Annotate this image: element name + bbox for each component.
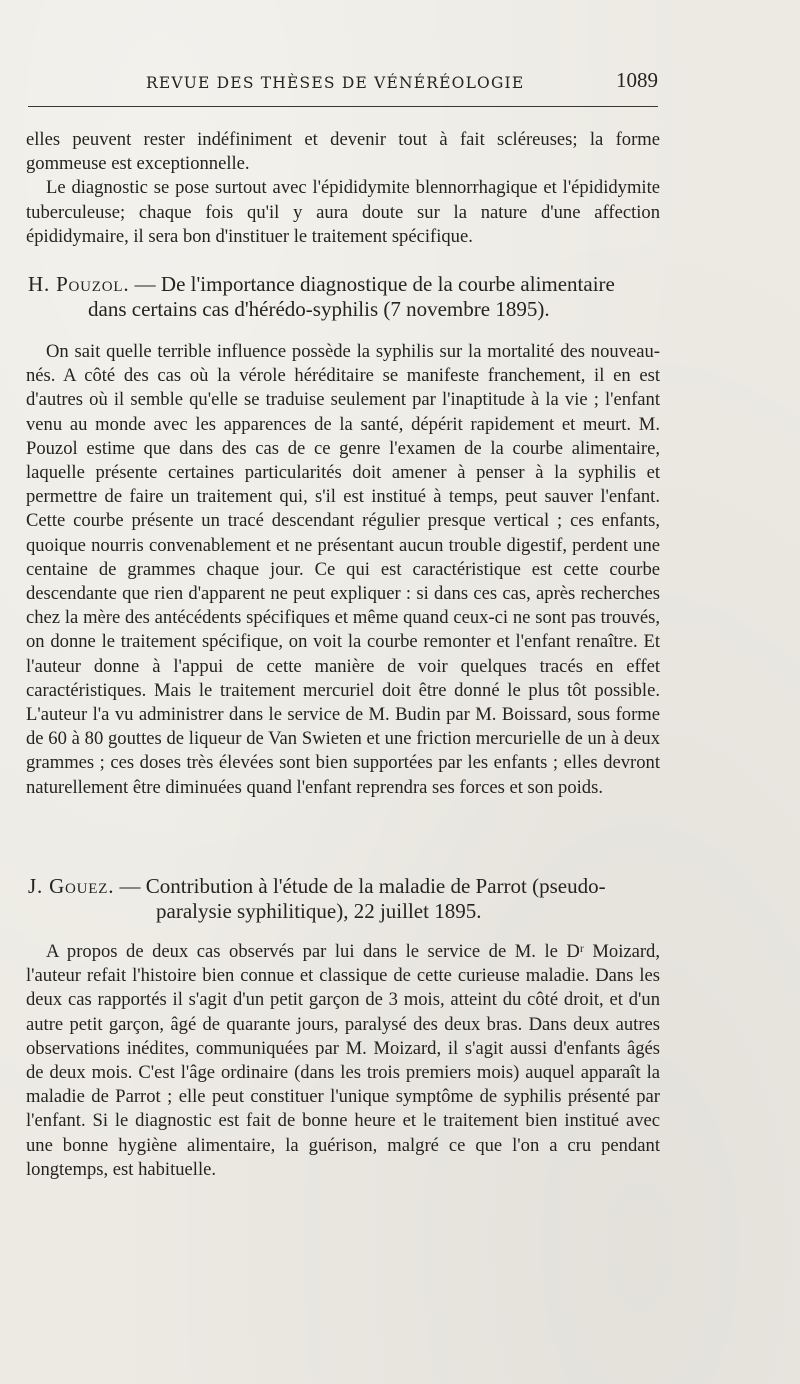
intro-paragraph-continued: elles peuvent rester indéfiniment et devenir tout à fait scléreuses; la forme gommeuse est exceptionnelle. <box>26 129 660 175</box>
intro-paragraph-diagnostic: Le diagnostic se pose surtout avec l'épididymite blennorrhagique et l'épididymite tuberculeuse; chaque fois qu'il y aura doute sur la nature d'une affection épididymaire, il sera bon d'instituer le traitement spécifique. <box>26 177 660 247</box>
section-heading-gouez <box>28 874 660 924</box>
section-paragraph: A propos de deux cas observés par lui dans le service de M. le Dʳ Moizard, l'auteur refait l'histoire bien connue et classique de cette curieuse maladie. Dans les deux cas rapportés il s'agit d'un petit garçon de 3 mois, atteint du côté droit, et d'un autre petit garçon, âgé de quarante jours, paralysé des deux bras. Dans deux autres observations inédites, communiquées par M. Moizard, il s'agit aussi d'enfants âgés de deux mois. C'est l'âge ordinaire (dans les trois premiers mois) auquel apparaît la maladie de Parrot ; elle peut constituer l'unique symptôme de syphilis présenté par l'enfant. Si le diagnostic est fait de bonne heure et le traitement bien institué avec une bonne hygiène alimentaire, la guérison, malgré ce que l'on a cru pendant longtemps, est habituelle. <box>26 941 660 1180</box>
header-rule <box>28 106 658 107</box>
section-title-line2: dans certains cas d'hérédo-syphilis (7 novembre 1895). <box>88 297 550 321</box>
section-body-gouez <box>26 940 660 1182</box>
section-title-line1: — De l'importance diagnostique de la courbe alimentaire <box>129 272 615 296</box>
section-paragraph: On sait quelle terrible influence possède la syphilis sur la mortalité des nouveau-nés. A côté des cas où la vérole héréditaire se manifeste franchement, il en est d'autres où il semble qu'elle se traduise seulement par l'inaptitude à la vie ; l'enfant venu au monde avec les apparences de la santé, dépérit rapidement et meurt. M. Pouzol estime que dans des cas de ce genre l'examen de la courbe alimentaire, laquelle présente certaines particularités doit amener à penser à la syphilis et permettre de faire un traitement qui, s'il est institué à temps, peut sauver l'enfant. Cette courbe présente un tracé descendant régulier presque vertical ; ces enfants, quoique nourris convenablement et ne présentant aucun trouble digestif, perdent une centaine de grammes chaque jour. Ce qui est caractéristique est cette courbe descendante que rien d'apparent ne peut expliquer : si dans ces cas, après recherches chez la mère des antécédents spécifiques et même quand ceux-ci ne sont pas trouvés, on donne le traitement spécifique, on voit la courbe remonter et l'enfant renaître. Et l'auteur donne à l'appui de cette manière de voir quelques tracés en effet caractéristiques. Mais le traitement mercuriel doit être donné le plus tôt possible. L'auteur l'a vu administrer dans le service de M. Budin par M. Boissard, sous forme de 60 à 80 gouttes de liqueur de Van Swieten et une friction mercurielle de un à deux grammes ; ces doses très élevées sont bien supportées par les enfants ; elles devront naturellement être diminuées quand l'enfant reprendra ses forces et son poids. <box>26 341 660 798</box>
section-heading-pouzol <box>28 272 660 322</box>
section-body-pouzol <box>26 340 660 800</box>
running-title: REVUE DES THÈSES DE VÉNÉRÉOLOGIE <box>146 74 525 92</box>
intro-block <box>26 128 660 249</box>
running-header <box>28 68 658 96</box>
section-title-line1: — Contribution à l'étude de la maladie de Parrot (pseudo- <box>114 874 606 898</box>
section-title-line2: paralysie syphilitique), 22 juillet 1895. <box>156 899 482 923</box>
page-number: 1089 <box>616 68 658 92</box>
section-author: J. Gouez. <box>28 874 115 898</box>
section-author: H. Pouzol. <box>28 272 130 296</box>
